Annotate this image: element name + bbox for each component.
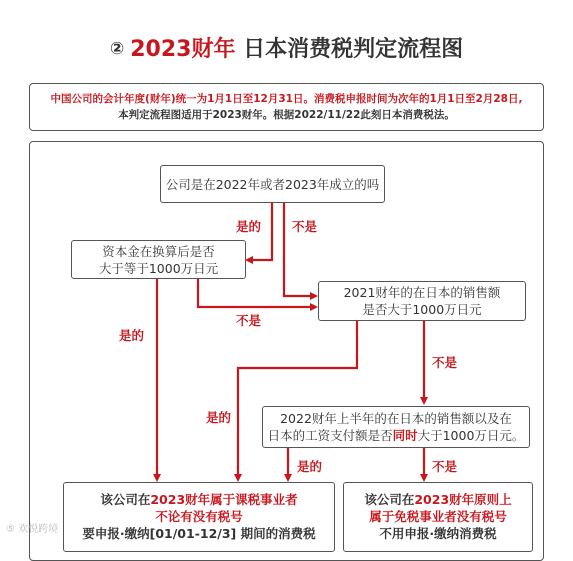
notice-line-2: 本判定流程图适用于2023财年。根据2022/11/22此刻日本消费税法。 [118,109,455,121]
notice-line-1: 中国公司的会计年度(财年)统一为1月1日至12月31日。消费税申报时间为次年的1月1日至2月28日, [50,93,523,105]
arrow-q3-yes [238,321,357,480]
arrow-q1-no [284,203,316,296]
r2-line1-pre: 该公司在 [364,492,415,507]
arrow-q2-no [198,279,316,307]
label-q1-no: 不是 [292,219,318,234]
question-2022-half-sales [262,406,530,448]
question-capital [71,240,246,279]
label-q3-yes: 是的 [206,410,232,425]
label-q3-no: 不是 [432,355,458,370]
label-q4-no: 不是 [432,459,458,474]
result-taxable-line-1 [100,491,297,508]
result-exempt-line-3: 不用申报·缴纳消费税 [379,526,497,541]
label-q2-yes: 是的 [119,328,145,343]
result-taxable-line-2: 不论有没有税号 [155,509,243,524]
result-exempt-line-1 [364,491,511,508]
question-capital-line-2: 大于等于1000万日元 [98,260,219,276]
result-exempt [343,482,533,552]
title-text: 日本消费税判定流程图 [243,37,464,62]
label-q4-yes: 是的 [297,459,323,474]
r1-line1-highlight: 2023财年属于课税事业者 [150,492,298,507]
watermark: ⑤ 欢悦跨境 [6,524,59,535]
q4-line2-highlight: 同时 [392,428,418,443]
result-taxable [63,482,335,552]
result-exempt-line-2: 属于免税事业者没有税号 [369,509,507,524]
q4-line2-pre: 日本的工资支付额是否 [267,428,393,443]
question-2021-sales-line-1: 2021财年的在日本的销售额 [343,285,501,300]
r1-line1-pre: 该公司在 [100,492,151,507]
label-q2-no: 不是 [236,313,262,328]
r2-line1-highlight: 2023财年原则上 [414,492,512,507]
q4-line2-post: 大于1000万日元。 [417,428,525,443]
question-founded-year [160,165,385,203]
question-2022-half-sales-line-2 [268,427,525,444]
question-2022-half-sales-line-1: 2022财年上半年的在日本的销售额以及在 [280,411,512,426]
question-2021-sales [318,281,526,321]
label-q1-yes: 是的 [236,219,262,234]
question-2021-sales-line-2: 是否大于1000万日元 [362,302,482,317]
result-taxable-line-3: 要申报·缴纳[01/01-12/3] 期间的消费税 [82,526,316,541]
title-year: 2023财年 [130,37,236,62]
step-number: ② [109,39,125,59]
question-founded-year-text: 公司是在2022年或者2023年成立的吗 [165,176,380,192]
question-capital-line-1: 资本金在换算后是否 [102,243,215,259]
